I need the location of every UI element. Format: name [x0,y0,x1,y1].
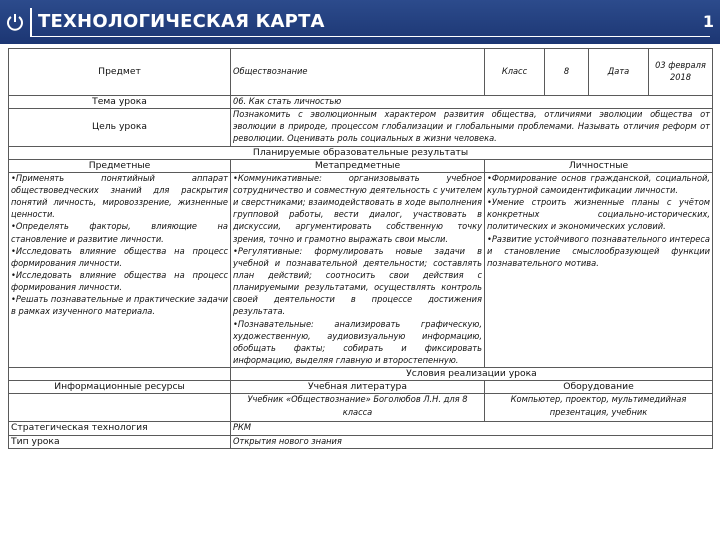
literature-value: Учебник «Обществознание» Боголюбов Л.Н. для 8 класса [231,394,485,422]
class-label: Класс [485,49,545,96]
slide-header [0,0,720,44]
topic-label: Тема урока [9,96,231,109]
results-heading: Планируемые образовательные результаты [9,146,713,159]
list-item: •Исследовать влияние общества на процесс формирования личности. [11,245,228,269]
subject-value: Обществознание [231,49,485,96]
class-value: 8 [545,49,589,96]
list-item: •Развитие устойчивого познавательного интереса и становление смыслообразующей функции познавательного мотива. [487,233,710,269]
literature-header: Учебная литература [231,381,485,394]
power-icon [6,12,24,32]
power-button[interactable] [0,8,32,36]
list-item: •Познавательные: анализировать графическую, художественную, аудиовизуальную информацию, обобщать факты; собирать и фиксировать информацию, выделяя главную и второстепенную. [233,318,482,366]
date-label: Дата [589,49,649,96]
info-resources-label: Информационные ресурсы [9,381,231,394]
personal-results-cell [485,172,713,367]
page-number: 1 [702,12,714,31]
list-item: •Умение строить жизненные планы с учётом конкретных социально-исторических, политических и экономических условий. [487,197,710,233]
list-item: •Определять факторы, влияющие на становление и развитие личности. [11,221,228,245]
lesson-type-value: Открытия нового знания [231,435,713,448]
goal-value: Познакомить с эволюционным характером развития общества, отличиями эволюции общества от эволюции в природе, процессом глобализации и глобальными проблемами. Называть отличия реформ от революции. Оценивать роль социальных в жизни человека. [231,109,713,146]
lesson-type-label: Тип урока [9,435,231,448]
date-value: 03 февраля 2018 [649,49,713,96]
subject-results-cell [9,172,231,367]
strategy-value: РКМ [231,422,713,435]
meta-results-cell [231,172,485,367]
page-title: ТЕХНОЛОГИЧЕСКАЯ КАРТА [38,11,325,32]
equipment-header: Оборудование [485,381,713,394]
list-item: •Исследовать влияние общества на процесс формирования личности. [11,269,228,294]
personal-results-header: Личностные [485,159,713,172]
equipment-value: Компьютер, проектор, мультимедийная презентация, учебник [485,394,713,422]
conditions-heading: Условия реализации урока [231,368,713,381]
list-item: •Применять понятийный аппарат обществоведческих знаний для раскрытия понятий личность, мировоззрение, жизненные ценности. [11,172,228,221]
meta-results-header: Метапредметные [231,159,485,172]
list-item: •Решать познавательные и практические задачи в рамках изученного материала. [11,294,228,318]
topic-value: 06. Как стать личностью [231,96,713,109]
info-resources-spacer [9,394,231,422]
list-item: •Формирование основ гражданской, социальной, культурной самоидентификации личности. [487,172,710,196]
goal-label: Цель урока [9,109,231,146]
subject-results-header: Предметные [9,159,231,172]
list-item: •Коммуникативные: организовывать учебное сотрудничество и совместную деятельность с учителем и сверстниками; взаимодействовать в ходе выполнения групповой работы, вести диалог, участвовать в дискуссии, аргументировать собственную точку зрения, точно и грамотно выражать свои мысли. [233,172,482,245]
conditions-spacer [9,368,231,381]
subject-label: Предмет [9,49,231,96]
tech-card-table [8,48,713,449]
header-divider [30,36,710,37]
list-item: •Регулятивные: формулировать новые задачи в учебной и познавательной деятельности; составлять план действий; соотносить свои действия с планируемыми результатами, осуществлять контроль своей деятельности в процессе достижения результата. [233,245,482,318]
strategy-label: Стратегическая технология [9,422,231,435]
